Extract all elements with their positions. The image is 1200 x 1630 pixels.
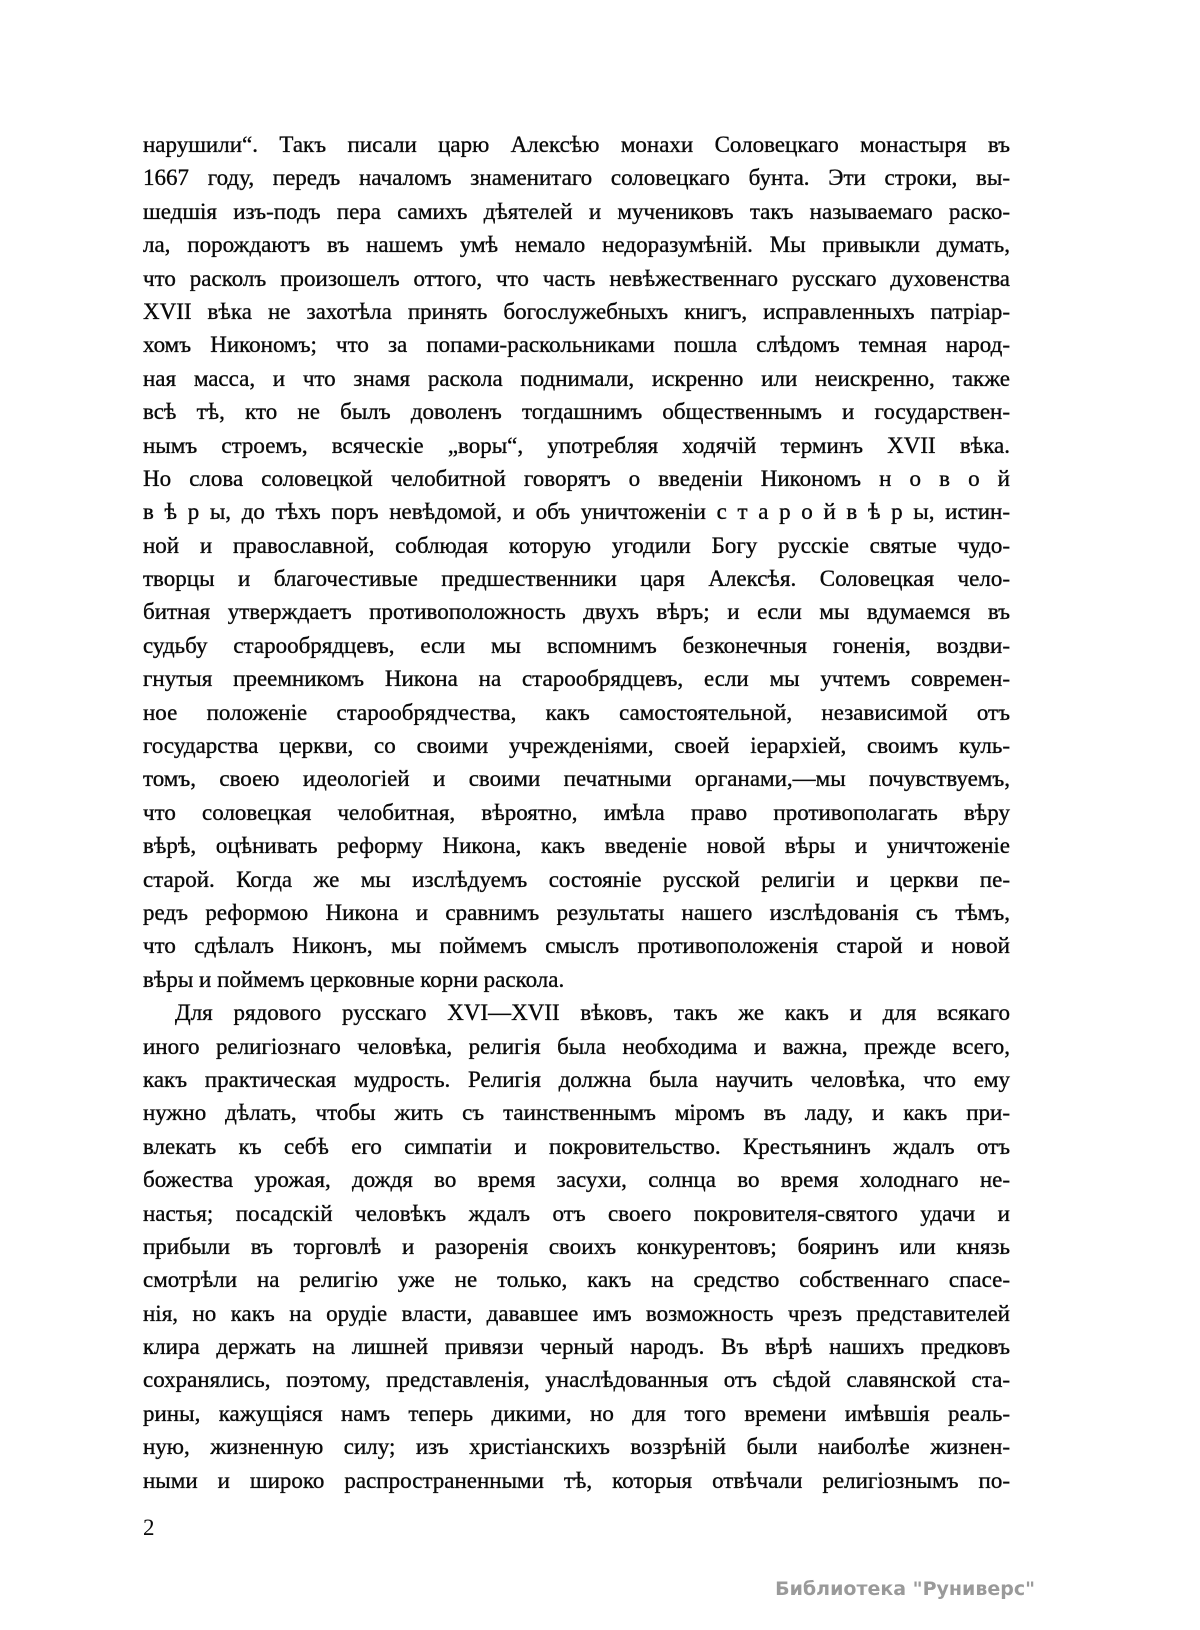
text-line: всѣ тѣ, кто не былъ доволенъ тогдашнимъ общественнымъ и государствен- (143, 399, 1010, 425)
text-line: нія, но какъ на орудіе власти, дававшее имъ возможность чрезъ представителей (143, 1300, 1010, 1326)
text-line: какъ практическая мудрость. Религія должна была научить человѣка, что ему (143, 1066, 1010, 1092)
text-line: нарушили“. Такъ писали царю Алексѣю монахи Соловецкаго монастыря въ (143, 132, 1010, 157)
text-line: Но слова соловецкой челобитной говорятъ о введеніи Никономъ н о в о й (143, 465, 1010, 491)
text-line: ное положеніе старообрядчества, какъ самостоятельной, независимой отъ (143, 699, 1010, 725)
text-line: шедшія изъ-подъ пера самихъ дѣятелей и мучениковъ такъ называемаго раско- (143, 198, 1010, 224)
text-line: рины, кажущіяся намъ теперь дикими, но для того времени имѣвшія реаль- (143, 1400, 1010, 1426)
text-line: иного религіознаго человѣка, религія была необходима и важна, прежде всего, (143, 1033, 1010, 1059)
text-line: прибыли въ торговлѣ и разоренія своихъ конкурентовъ; бояринъ или князь (143, 1233, 1010, 1259)
text-line: томъ, своею идеологіей и своими печатными органами,—мы почувствуемъ, (143, 766, 1010, 792)
text-line: клира держать на лишней привязи черный народъ. Въ вѣрѣ нашихъ предковъ (143, 1334, 1010, 1360)
text-line: старой. Когда же мы изслѣдуемъ состояніе русской религіи и церкви пе- (143, 866, 1010, 892)
text-line: 1667 году, передъ началомъ знаменитаго соловецкаго бунта. Эти строки, вы- (143, 165, 1010, 191)
text-line: влекать къ себѣ его симпатіи и покровительство. Крестьянинъ ждалъ отъ (143, 1133, 1010, 1159)
body-text (143, 128, 1010, 1497)
text-line: вѣрѣ, оцѣнивать реформу Никона, какъ введеніе новой вѣры и уничтоженіе (143, 833, 1010, 859)
library-watermark: Библиотека "Руниверс" (775, 1578, 1035, 1600)
text-line: вѣры и поймемъ церковные корни раскола. (143, 966, 565, 992)
text-line: что соловецкая челобитная, вѣроятно, имѣла право противополагать вѣру (143, 799, 1010, 825)
text-line: нужно дѣлать, чтобы жить съ таинственнымъ міромъ въ ладу, и какъ при- (143, 1100, 1010, 1126)
text-line: редъ реформою Никона и сравнимъ результаты нашего изслѣдованія съ тѣмъ, (143, 899, 1010, 925)
text-line: творцы и благочестивые предшественники царя Алексѣя. Соловецкая чело- (143, 566, 1010, 592)
text-line: XVII вѣка не захотѣла принять богослужебныхъ книгъ, исправленныхъ патріар- (143, 298, 1010, 324)
text-line: что расколъ произошелъ оттого, что часть невѣжественнаго русскаго духовенства (143, 265, 1010, 291)
text-line: битная утверждаетъ противоположность двухъ вѣръ; и если мы вдумаемся въ (143, 599, 1010, 625)
text-line: судьбу старообрядцевъ, если мы вспомнимъ безконечныя гоненія, воздви- (143, 632, 1010, 658)
text-line: нымъ строемъ, всяческіе „воры“, употребляя ходячій терминъ XVII вѣка. (143, 432, 1010, 458)
page-number: 2 (143, 1515, 155, 1540)
text-line: Для рядового русскаго XVI—XVII вѣковъ, такъ же какъ и для всякаго (175, 1000, 1010, 1026)
text-line: что сдѣлалъ Никонъ, мы поймемъ смыслъ противоположенія старой и новой (143, 933, 1010, 959)
text-line: смотрѣли на религію уже не только, какъ на средство собственнаго спасе- (143, 1267, 1010, 1293)
text-line: ная масса, и что знамя раскола поднимали, искренно или неискренно, также (143, 365, 1010, 391)
text-line: гнутыя преемникомъ Никона на старообрядцевъ, если мы учтемъ современ- (143, 666, 1010, 692)
text-line: ными и широко распространенными тѣ, которыя отвѣчали религіознымъ по- (143, 1467, 1010, 1493)
text-line: настья; посадскій человѣкъ ждалъ отъ своего покровителя-святого удачи и (143, 1200, 1010, 1226)
text-line: ную, жизненную силу; изъ христіанскихъ воззрѣній были наиболѣе жизнен- (143, 1434, 1010, 1460)
text-line: сохранялись, поэтому, представленія, унаслѣдованныя отъ сѣдой славянской ста- (143, 1367, 1010, 1393)
text-line: государства церкви, со своими учрежденіями, своей іерархіей, своимъ куль- (143, 733, 1010, 759)
text-line: ной и православной, соблюдая которую угодили Богу русскіе святые чудо- (143, 532, 1010, 558)
text-line: божества урожая, дождя во время засухи, солнца во время холоднаго не- (143, 1167, 1010, 1193)
text-line: хомъ Никономъ; что за попами-раскольниками пошла слѣдомъ темная народ- (143, 332, 1010, 358)
text-line: ла, порождаютъ въ нашемъ умѣ немало недоразумѣній. Мы привыкли думать, (143, 232, 1010, 258)
text-line: в ѣ р ы, до тѣхъ поръ невѣдомой, и объ уничтоженіи с т а р о й в ѣ р ы, истин- (143, 499, 1010, 525)
